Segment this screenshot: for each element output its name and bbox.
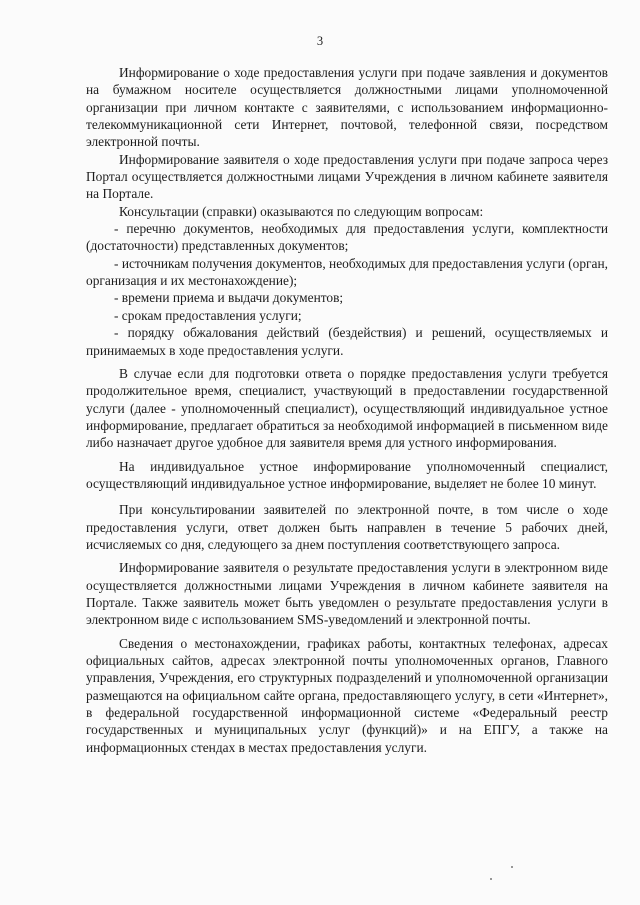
paragraph-contact-info: Сведения о местонахождении, графиках работы, контактных телефонах, адресах официальных сайтов, адресах электронной почты уполномоченных органов, Главного управления, Учреждения, его структурных подразделений и уполномоченной организации размещаются на официальном сайте органа, предоставляющего услугу, в сети «Интернет», в федеральной государственной информационной системе «Федеральный реестр государственных и муниципальных услуг (функций)» и на ЕПГУ, а также на информационных стендах в местах предоставления услуги. — [86, 635, 608, 755]
paragraph-informing-portal: Информирование заявителя о ходе предоставления услуги при подаче запроса через Портал осуществляется должностными лицами Учреждения в личном кабинете заявителя на Портале. — [86, 151, 608, 202]
scan-speck — [490, 878, 492, 880]
list-item-deadlines: - срокам предоставления услуги; — [114, 307, 302, 323]
list-item-sources: - источникам получения документов, необходимых для предоставления услуги (орган, организация и их местонахождение); — [86, 255, 608, 289]
list-item-reception-time: - времени приема и выдачи документов; — [114, 290, 344, 306]
paragraph-result-informing: Информирование заявителя о результате предоставления услуги в электронном виде осуществляется должностными лицами Учреждения в личном кабинете заявителя на Портале. Также заявитель может быть уведомлен о результате предоставления услуги в электронном виде с использованием SMS-уведомлений и электронной почты. — [86, 560, 608, 628]
scan-speck — [511, 866, 513, 868]
list-item-documents: - перечню документов, необходимых для предоставления услуги, комплектности (достаточности) представленных документов; — [86, 221, 608, 254]
document-body — [86, 64, 608, 756]
paragraph-oral-time-limit: На индивидуальное устное информирование уполномоченный специалист, осуществляющий индивидуальное устное информирование, выделяет не более 10 минут. — [86, 458, 608, 491]
paragraph-informing-paper: Информирование о ходе предоставления услуги при подаче заявления и документов на бумажном носителе осуществляется должностными лицами уполномоченной организации при личном контакте с заявителями, с использованием информационно-телекоммуникационной сети Интернет, почтовой, телефонной связи, посредством электронной почты. — [86, 65, 608, 150]
list-item-appeals: - порядку обжалования действий (бездействия) и решений, осуществляемых и принимаемых в ходе предоставления услуги. — [86, 325, 608, 358]
paragraph-email-consulting: При консультировании заявителей по электронной почте, в том числе о ходе предоставления услуги, ответ должен быть направлен в течение 5 рабочих дней, исчисляемых со дня, следующего за днем поступления соответствующего запроса. — [86, 502, 608, 552]
paragraph-consultations-intro: Консультации (справки) оказываются по следующим вопросам: — [119, 203, 484, 219]
page-number: 3 — [316, 34, 324, 48]
paragraph-long-preparation: В случае если для подготовки ответа о порядке предоставления услуги требуется продолжительное время, специалист, участвующий в предоставлении государственной услуги (далее - уполномоченный специалист), осуществляющий индивидуальное устное информирование, предлагает обратиться за необходимой информацией в письменном виде либо назначает другое удобное для заявителя время для устного информирования. — [86, 365, 608, 451]
